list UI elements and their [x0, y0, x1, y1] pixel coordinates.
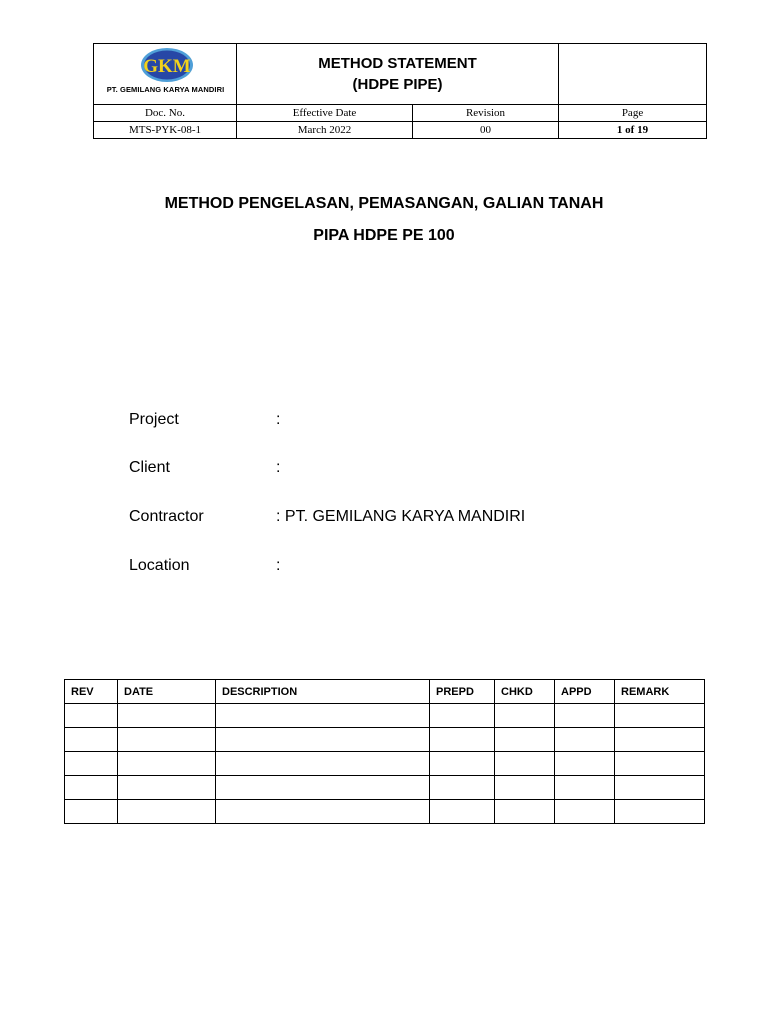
method-statement-title: METHOD STATEMENT [318, 55, 477, 72]
table-cell [615, 800, 705, 824]
document-subtitle: PIPA HDPE PE 100 [313, 227, 455, 244]
table-row [65, 752, 705, 776]
doc-no-label: Doc. No. [94, 105, 237, 122]
table-cell [216, 704, 430, 728]
chkd-column-header: CHKD [495, 680, 555, 704]
table-cell [65, 704, 118, 728]
table-cell [615, 728, 705, 752]
revision-label: Revision [413, 105, 559, 122]
page-number-value: 1 of 19 [559, 122, 707, 139]
appd-column-header: APPD [555, 680, 615, 704]
table-cell [65, 728, 118, 752]
company-name: PT. GEMILANG KARYA MANDIRI [106, 85, 225, 94]
date-column-header: DATE [118, 680, 216, 704]
revision-value: 00 [413, 122, 559, 139]
doc-no-value: MTS-PYK-08-1 [94, 122, 237, 139]
table-cell [615, 704, 705, 728]
location-label: Location [129, 557, 190, 574]
table-cell [118, 800, 216, 824]
table-row [65, 800, 705, 824]
table-cell [216, 800, 430, 824]
table-row [65, 776, 705, 800]
remark-column-header: REMARK [615, 680, 705, 704]
document-header-table [93, 43, 707, 139]
project-value: : [276, 411, 281, 428]
effective-date-value: March 2022 [237, 122, 413, 139]
table-cell [495, 752, 555, 776]
table-row [65, 704, 705, 728]
table-row [65, 728, 705, 752]
client-value: : [276, 459, 281, 476]
table-cell [118, 776, 216, 800]
description-column-header: DESCRIPTION [216, 680, 430, 704]
method-statement-subtitle: (HDPE PIPE) [352, 76, 443, 93]
table-cell [615, 752, 705, 776]
location-value: : [276, 557, 281, 574]
table-cell [65, 800, 118, 824]
method-statement-title-cell [237, 44, 559, 105]
table-cell [216, 728, 430, 752]
table-cell [216, 752, 430, 776]
project-label: Project [129, 411, 179, 428]
table-cell [430, 728, 495, 752]
contractor-value: : PT. GEMILANG KARYA MANDIRI [276, 508, 526, 525]
header-blank-cell [559, 44, 707, 105]
document-title: METHOD PENGELASAN, PEMASANGAN, GALIAN TANAH [164, 195, 604, 212]
table-cell [118, 704, 216, 728]
revision-table-header [65, 680, 705, 704]
table-cell [118, 752, 216, 776]
table-cell [216, 776, 430, 800]
table-cell [430, 752, 495, 776]
table-cell [555, 776, 615, 800]
logo-text: GKM [143, 56, 191, 77]
logo-cell [94, 44, 237, 105]
table-cell [495, 776, 555, 800]
table-cell [430, 704, 495, 728]
rev-column-header: REV [65, 680, 118, 704]
table-cell [495, 800, 555, 824]
table-cell [430, 800, 495, 824]
table-cell [555, 704, 615, 728]
table-cell [118, 728, 216, 752]
table-cell [495, 704, 555, 728]
table-cell [615, 776, 705, 800]
page-label: Page [559, 105, 707, 122]
effective-date-label: Effective Date [237, 105, 413, 122]
revision-table [64, 679, 705, 824]
table-cell [555, 800, 615, 824]
table-cell [65, 776, 118, 800]
contractor-label: Contractor [129, 508, 204, 525]
client-label: Client [129, 459, 170, 476]
table-cell [65, 752, 118, 776]
table-cell [430, 776, 495, 800]
table-cell [555, 728, 615, 752]
company-logo [140, 47, 194, 83]
table-cell [555, 752, 615, 776]
prepd-column-header: PREPD [430, 680, 495, 704]
table-cell [495, 728, 555, 752]
